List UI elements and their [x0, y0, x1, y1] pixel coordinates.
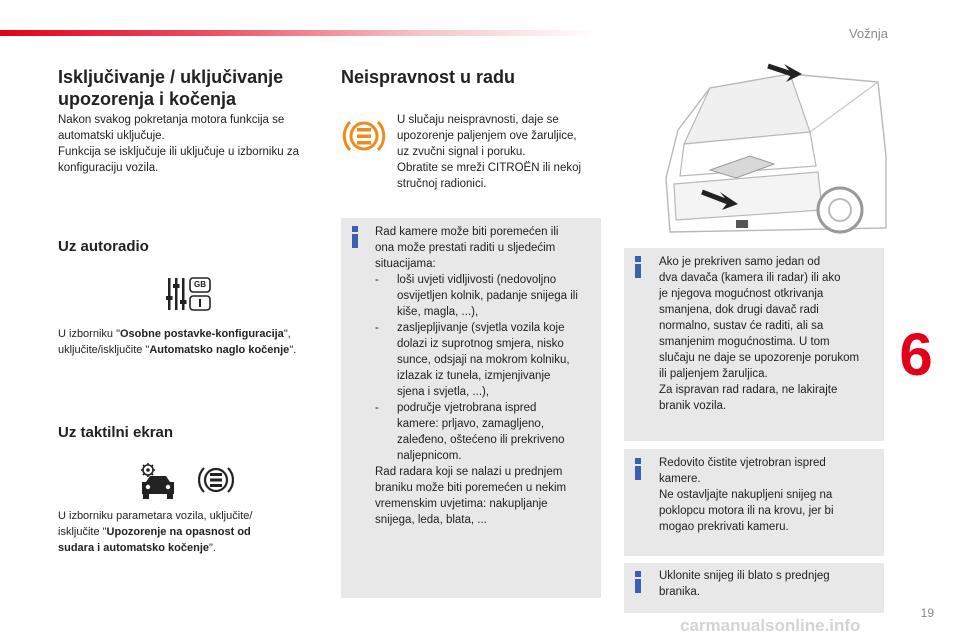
- intro-line: Nakon svakog pokretanja motora funkcija se: [58, 114, 285, 126]
- box-line: sjena i svjetla, ...),: [397, 386, 490, 398]
- autoradio-instructions: [58, 326, 296, 358]
- intro-line: automatski uključuje.: [58, 130, 165, 142]
- fault-line: upozorenje paljenjem ove žaruljice,: [397, 130, 577, 142]
- fault-line: uz zvučni signal i poruku.: [397, 146, 526, 158]
- list-dash: -: [375, 402, 379, 414]
- box-line: normalno, sustav će raditi, ali sa: [659, 320, 824, 332]
- fault-line: stručnoj radionici.: [397, 178, 487, 190]
- touchscreen-heading: Uz taktilni ekran: [58, 424, 174, 441]
- box-line: situacijama:: [375, 258, 436, 270]
- touchscreen-line3: sudara i automatsko kočenje".: [58, 542, 216, 554]
- list-item: [375, 272, 597, 320]
- box-line: smanjena, dok drugi davač radi: [659, 304, 819, 316]
- box-line: zaleđeno, oštećeno ili prekriveno: [397, 434, 565, 446]
- page-title-line1: Isključivanje / uključivanje: [58, 67, 284, 87]
- list-dash: -: [375, 322, 379, 334]
- fault-warning-lamp-icon: [342, 114, 386, 158]
- autoradio-settings-icon: [166, 276, 212, 312]
- box-line: Za ispravan rad radara, ne lakirajte: [659, 384, 838, 396]
- touchscreen-instructions: [58, 508, 252, 556]
- list-item: [375, 320, 597, 400]
- fault-description: [397, 112, 581, 192]
- fault-line: U slučaju neispravnosti, daje se: [397, 114, 559, 126]
- box-line: područje vjetrobrana ispred: [397, 402, 537, 414]
- camera-info-text: [375, 224, 597, 528]
- box-line: izlazak iz tunela, izmjenjivanje: [397, 370, 551, 382]
- bumper-info-text: [659, 568, 881, 600]
- box-line: ona može prestati raditi u sljedećim: [375, 242, 556, 254]
- list-dash: -: [375, 274, 379, 286]
- box-line: branika.: [659, 586, 700, 598]
- vehicle-settings-icon: [138, 462, 178, 500]
- intro-line: Funkcija se isključuje ili uključuje u izborniku za: [58, 146, 299, 158]
- box-line: kamere: prljavo, zamagljeno,: [397, 418, 545, 430]
- autoradio-line2: uključite/isključite "Automatsko naglo kočenje".: [58, 344, 297, 356]
- box-line: mogao prekrivati kameru.: [659, 521, 789, 533]
- box-line: Redovito čistite vjetrobran ispred: [659, 457, 826, 469]
- section-label: Vožnja: [848, 26, 888, 41]
- box-line: zasljepljivanje (svjetla vozila koje: [397, 322, 565, 334]
- box-line: Rad kamere može biti poremećen ili: [375, 226, 559, 238]
- box-line: dva davača (kamera ili radar) ili ako: [659, 272, 841, 284]
- watermark: carmanualsonline.info: [680, 616, 861, 635]
- touchscreen-line1: U izborniku parametara vozila, uključite/: [58, 510, 253, 522]
- windscreen-info-text: [659, 455, 881, 535]
- page-number: 19: [920, 606, 934, 620]
- box-line: sunce, odsjaji na mokrom kolniku,: [397, 354, 570, 366]
- box-line: Uklonite snijeg ili blato s prednjeg: [659, 570, 830, 582]
- info-icon: [635, 256, 641, 278]
- fault-line: Obratite se mreži CITROËN ili nekoj: [397, 162, 582, 174]
- box-line: je njegova mogućnost otkrivanja: [659, 288, 824, 300]
- intro-text: [58, 112, 299, 176]
- collision-warning-icon: [198, 462, 234, 498]
- box-line: Ako je prekriven samo jedan od: [659, 256, 821, 268]
- fault-heading: Neispravnost u radu: [341, 67, 516, 87]
- page-title: [58, 66, 283, 110]
- box-line: Ne ostavljajte nakupljeni snijeg na: [659, 489, 833, 501]
- touchscreen-line2: isključite "Upozorenje na opasnost od: [58, 526, 251, 538]
- list-item: [375, 400, 597, 464]
- box-line: smanjenim mogućnostima. U tom: [659, 336, 830, 348]
- box-line: kamere.: [659, 473, 701, 485]
- box-line: kiše, magla, ...),: [397, 306, 479, 318]
- box-line: Rad radara koji se nalazi u prednjem: [375, 466, 563, 478]
- info-icon: [635, 571, 641, 593]
- header-gradient-bar: [0, 30, 600, 36]
- chapter-number: 6: [899, 321, 933, 388]
- vehicle-sensor-illustration: [640, 60, 888, 242]
- language-badge: GB: [194, 280, 206, 289]
- box-line: snijega, leda, blata, ...: [375, 514, 487, 526]
- info-icon: [635, 458, 641, 480]
- box-line: ili paljenjem žaruljica.: [659, 368, 768, 380]
- box-line: branik vozila.: [659, 400, 727, 412]
- box-line: loši uvjeti vidljivosti (nedovoljno: [397, 274, 557, 286]
- box-line: braniku može biti poremećen u nekim: [375, 482, 567, 494]
- autoradio-heading: Uz autoradio: [58, 238, 149, 255]
- autoradio-line1: U izborniku "Osobne postavke-konfiguracija",: [58, 328, 291, 340]
- box-line: vremenskim uvjetima: nakupljanje: [375, 498, 548, 510]
- box-line: naljepnicom.: [397, 450, 462, 462]
- box-line: slučaju ne daje se upozorenje porukom: [659, 352, 860, 364]
- box-line: poklopcu motora ili na krovu, jer bi: [659, 505, 834, 517]
- info-icon: [352, 226, 358, 248]
- sensor-info-text: [659, 254, 881, 414]
- box-line: osvijetljen kolnik, padanje snijega ili: [397, 290, 578, 302]
- box-line: dolazi iz suprotnog smjera, nisko: [397, 338, 564, 350]
- page-title-line2: upozorenja i kočenja: [58, 89, 237, 109]
- intro-line: konfiguraciju vozila.: [58, 162, 159, 174]
